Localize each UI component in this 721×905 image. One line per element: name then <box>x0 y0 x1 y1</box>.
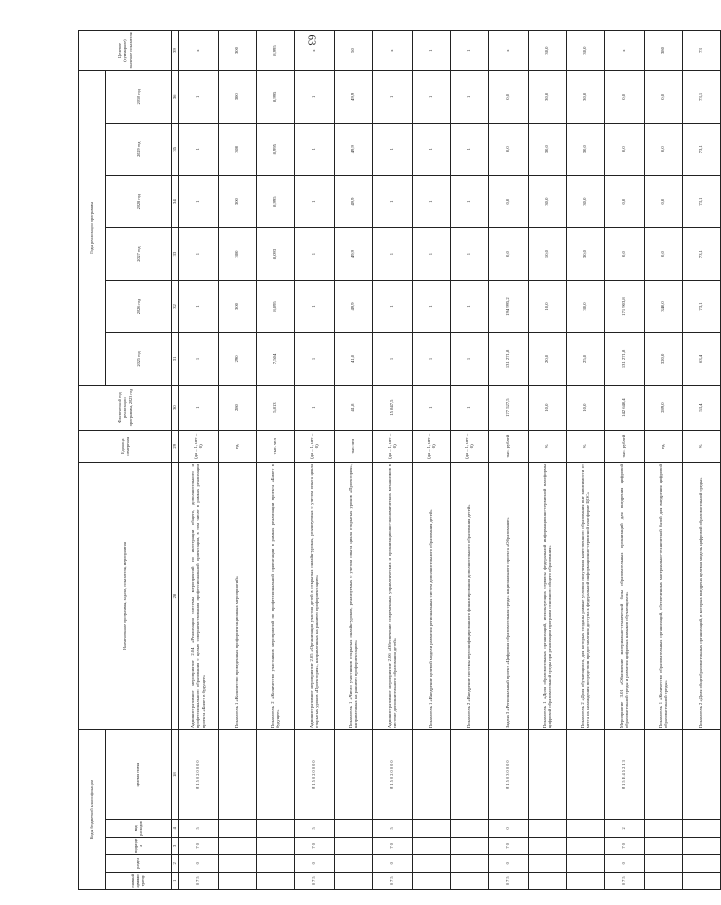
cell-year-2025: 1 <box>450 333 488 385</box>
cell-year-2028: 1 <box>372 175 412 227</box>
cell-subsection: 7 0 <box>604 837 644 854</box>
cell-section <box>412 855 450 872</box>
cell-year-2026: 1 <box>372 280 412 332</box>
cell-unit: тыс. рублей <box>604 430 644 462</box>
column-number-row: 1 2 3 4 18 28 29 30 31 32 33 34 35 36 39 <box>172 31 179 890</box>
cell-year-2030: 1 <box>178 71 218 123</box>
year-2027-header: 2027 год <box>106 228 172 280</box>
cell-year-2028: 0,0 <box>604 175 644 227</box>
cell-unit: тыс.чел <box>334 430 372 462</box>
cell-target-article: 8 1 5 Е 4 5 2 1 3 <box>604 730 644 820</box>
cell-year-2030: 1 <box>372 71 412 123</box>
cell-description: Показатель 2 «Доля общеобразовательных организаций, в которых внедрена целевая модель цифровой образовательной среды» <box>682 463 720 730</box>
cell-year-2026: 10,0 <box>528 280 566 332</box>
cell-target-article <box>566 730 604 820</box>
cell-subsection <box>528 837 566 854</box>
cell-section: 0 <box>294 855 334 872</box>
program-table <box>78 30 721 890</box>
target-article-header: целевая статья <box>106 730 172 820</box>
cell-target-article <box>644 730 682 820</box>
cell-year-2027: 1 <box>294 228 334 280</box>
cell-year-2029: 1 <box>412 123 450 175</box>
cell-description: Административное мероприятие 2.05 «Организация участия детей в открытых онлайн-уроках, реализуемых с учетом опыта цикла открытых уроков «Проектория», направленных на раннюю профориентацию» <box>294 463 334 730</box>
cell-description: Показатель 1 «Количество образовательных организаций, обеспеченных материально-технической базой для внедрения цифровой образовательной среды» <box>644 463 682 730</box>
cell-section <box>566 855 604 872</box>
cell-section: 0 <box>604 855 644 872</box>
cell-base: 1 <box>450 385 488 430</box>
cell-year-2025: 25,0 <box>566 333 604 385</box>
base-header: Фактический год реализации программы, 2023 год <box>79 385 172 430</box>
final-header: Целевое (суммарное) значение показателя <box>79 31 172 71</box>
cell-year-2028: 0,0 <box>488 175 528 227</box>
cell-final: х <box>294 31 334 71</box>
year-2026-header: 2026 год <box>106 280 172 332</box>
cell-base: 53,4 <box>682 385 720 430</box>
cell-final: 30,0 <box>566 31 604 71</box>
table-row <box>488 31 528 890</box>
cell-year-2027: 300 <box>218 228 256 280</box>
cell-year-2027: 10,0 <box>528 228 566 280</box>
cell-base: 280 <box>218 385 256 430</box>
cell-unit: % <box>566 430 604 462</box>
cell-final: 300 <box>218 31 256 71</box>
cell-year-2026: 1 <box>178 280 218 332</box>
cell-base: 289,0 <box>644 385 682 430</box>
cell-subsection: 7 0 <box>372 837 412 854</box>
cell-year-2030: 1 <box>294 71 334 123</box>
cell-final: 50 <box>334 31 372 71</box>
cell-base: 5,813 <box>256 385 294 430</box>
table-row <box>682 31 720 890</box>
cell-year-2029: 1 <box>372 123 412 175</box>
year-2028-header: 2028 год <box>106 175 172 227</box>
cell-year-2029: 300 <box>218 123 256 175</box>
cell-year-2027: 30,0 <box>566 228 604 280</box>
cell-base: 10,0 <box>566 385 604 430</box>
cell-section: 0 <box>372 855 412 872</box>
page-number: 63 <box>305 34 318 46</box>
cell-target-article <box>334 730 372 820</box>
cell-year-2028: 1 <box>450 175 488 227</box>
cell-year-2029: 30,0 <box>566 123 604 175</box>
cell-section <box>256 855 294 872</box>
cell-year-2026: 8,095 <box>256 280 294 332</box>
table-row <box>256 31 294 890</box>
cell-year-2030: 0,0 <box>644 71 682 123</box>
cell-subsection <box>566 837 604 854</box>
cell-year-2027: 1 <box>450 228 488 280</box>
cell-expense <box>682 820 720 837</box>
cell-year-2028: 300 <box>218 175 256 227</box>
cell-section <box>528 855 566 872</box>
cell-year-2026: 49,9 <box>334 280 372 332</box>
rotated-table-page <box>78 30 704 890</box>
cell-year-2025: 320,0 <box>644 333 682 385</box>
cell-unit: (да – 1, нет – 0) <box>372 430 412 462</box>
cell-year-2028: 73,1 <box>682 175 720 227</box>
year-2025-header: 2025 год <box>106 333 172 385</box>
cell-year-2029: 1 <box>450 123 488 175</box>
cell-year-2029: 49,9 <box>334 123 372 175</box>
table-row <box>372 31 412 890</box>
budget-code-header: Коды бюджетной классификации <box>79 730 106 890</box>
cell-subsection: 7 0 <box>488 837 528 854</box>
cell-target-article <box>528 730 566 820</box>
cell-description: Показатель 2 «Количество участников мероприятий по профессиональной ориентации в рамках реализации проекта «Билет в будущее» <box>256 463 294 730</box>
cell-year-2027: 1 <box>178 228 218 280</box>
cell-year-2027: 8,093 <box>256 228 294 280</box>
cell-year-2025: 63,4 <box>682 333 720 385</box>
cell-year-2026: 340,0 <box>644 280 682 332</box>
cell-base: 1 <box>294 385 334 430</box>
cell-description: Показатель 1 «Количество проведенных профориентационных мероприятий» <box>218 463 256 730</box>
cell-year-2029: 0,0 <box>488 123 528 175</box>
cell-target-article: 8 1 5 0 2 0 0 0 0 <box>178 730 218 820</box>
cell-admin <box>682 872 720 889</box>
cell-year-2029: 1 <box>294 123 334 175</box>
cell-year-2027: 73,1 <box>682 228 720 280</box>
cell-base: 41,8 <box>334 385 372 430</box>
cell-year-2030: 73,1 <box>682 71 720 123</box>
cell-year-2025: 20,0 <box>528 333 566 385</box>
cell-subsection <box>256 837 294 854</box>
cell-final: 8,995 <box>256 31 294 71</box>
cell-admin <box>566 872 604 889</box>
table-row <box>450 31 488 890</box>
cell-admin <box>450 872 488 889</box>
cell-year-2030: 0,0 <box>604 71 644 123</box>
year-2030-header: 2030 год <box>106 71 172 123</box>
cell-unit: (да – 1, нет – 0) <box>294 430 334 462</box>
cell-expense <box>256 820 294 837</box>
cell-year-2030: 1 <box>412 71 450 123</box>
cell-year-2028: 49,9 <box>334 175 372 227</box>
cell-year-2029: 1 <box>178 123 218 175</box>
cell-year-2028: 30,0 <box>528 175 566 227</box>
cell-subsection: 7 0 <box>178 837 218 854</box>
cell-subsection <box>450 837 488 854</box>
cell-subsection <box>682 837 720 854</box>
cell-unit: тыс. рублей <box>488 430 528 462</box>
cell-year-2025: 131 271,8 <box>488 333 528 385</box>
cell-target-article: 8 1 5 0 2 0 0 0 0 <box>372 730 412 820</box>
cell-target-article <box>218 730 256 820</box>
cell-base: 1 <box>412 385 450 430</box>
cell-unit: (да – 1, нет – 0) <box>450 430 488 462</box>
cell-final: 1 <box>450 31 488 71</box>
cell-unit: ед. <box>218 430 256 462</box>
cell-year-2030: 30,0 <box>528 71 566 123</box>
cell-year-2025: 131 271,8 <box>604 333 644 385</box>
table-row <box>604 31 644 890</box>
cell-subsection <box>334 837 372 854</box>
cell-year-2030: 30,0 <box>566 71 604 123</box>
cell-year-2025: 1 <box>412 333 450 385</box>
cell-year-2025: 1 <box>294 333 334 385</box>
cell-admin: 0 7 5 <box>294 872 334 889</box>
cell-target-article <box>256 730 294 820</box>
cell-admin <box>644 872 682 889</box>
cell-year-2027: 0,0 <box>488 228 528 280</box>
cell-year-2026: 73,1 <box>682 280 720 332</box>
table-row <box>566 31 604 890</box>
table-row <box>334 31 372 890</box>
cell-section <box>450 855 488 872</box>
cell-expense <box>566 820 604 837</box>
cell-description: Показатель 2 «Внедрение системы персонифицированного финансирования дополнительного образования детей» <box>450 463 488 730</box>
cell-target-article <box>412 730 450 820</box>
cell-year-2025: 41,0 <box>334 333 372 385</box>
cell-year-2030: 49,9 <box>334 71 372 123</box>
cell-target-article: 8 1 5 0 3 0 0 0 0 <box>488 730 528 820</box>
table-row <box>644 31 682 890</box>
cell-subsection <box>412 837 450 854</box>
cell-year-2026: 1 <box>294 280 334 332</box>
descr-header: Наименование программы, задачи, показателя, мероприятия <box>79 463 172 730</box>
cell-base: 15 847,5 <box>372 385 412 430</box>
cell-year-2027: 49,9 <box>334 228 372 280</box>
cell-expense: 0 <box>488 820 528 837</box>
cell-year-2026: 194 995,2 <box>488 280 528 332</box>
cell-subsection <box>644 837 682 854</box>
cell-section: 0 <box>488 855 528 872</box>
subsection-header: подраздел <box>106 837 172 854</box>
cell-final: 30,0 <box>528 31 566 71</box>
cell-final: х <box>604 31 644 71</box>
cell-year-2028: 0,0 <box>644 175 682 227</box>
cell-expense <box>644 820 682 837</box>
cell-base: 1 <box>178 385 218 430</box>
cell-description: Показатель 2 «Доля обучающихся, для которых созданы равные условия получения качественного образования вне зависимости от места их нахождения посредством предоставления доступа к федеральной информационно-сервисной платформе ЦОС» <box>566 463 604 730</box>
cell-expense <box>218 820 256 837</box>
cell-expense <box>450 820 488 837</box>
cell-expense <box>334 820 372 837</box>
cell-year-2028: 30,0 <box>566 175 604 227</box>
cell-section <box>644 855 682 872</box>
cell-year-2026: 300 <box>218 280 256 332</box>
cell-admin <box>528 872 566 889</box>
expense-header: вид расходов <box>106 820 172 837</box>
cell-year-2030: 0,0 <box>488 71 528 123</box>
cell-unit: (да – 1, нет – 0) <box>178 430 218 462</box>
cell-target-article <box>450 730 488 820</box>
cell-admin: 0 7 5 <box>372 872 412 889</box>
cell-year-2028: 1 <box>294 175 334 227</box>
cell-final: 73 <box>682 31 720 71</box>
cell-section <box>682 855 720 872</box>
table-row <box>218 31 256 890</box>
cell-final: х <box>178 31 218 71</box>
cell-expense: 5 <box>372 820 412 837</box>
cell-subsection: 7 0 <box>294 837 334 854</box>
cell-base: 142 640,4 <box>604 385 644 430</box>
cell-final: х <box>372 31 412 71</box>
cell-expense <box>528 820 566 837</box>
cell-year-2028: 1 <box>412 175 450 227</box>
cell-year-2026: 30,0 <box>566 280 604 332</box>
cell-section <box>218 855 256 872</box>
table-row <box>528 31 566 890</box>
cell-admin: 0 7 5 <box>488 872 528 889</box>
cell-unit: тыс. чел <box>256 430 294 462</box>
cell-year-2028: 8,995 <box>256 175 294 227</box>
cell-expense: 5 <box>294 820 334 837</box>
cell-description: Административное мероприятие 2.06 «Обеспечение современных управленческих и организационно-экономических механизмов в системе дополнительного образования детей» <box>372 463 412 730</box>
section-header: раздел <box>106 855 172 872</box>
table-row <box>412 31 450 890</box>
cell-admin: 0 7 5 <box>604 872 644 889</box>
cell-unit: ед. <box>644 430 682 462</box>
cell-description: Показатель 1 «Доля образовательных организаций, использующих сервисы федеральной информационно-сервисной платформы цифровой образовательной среды при реализации программ основного общего образования» <box>528 463 566 730</box>
cell-unit: % <box>682 430 720 462</box>
cell-year-2026: 1 <box>412 280 450 332</box>
cell-year-2030: 8,995 <box>256 71 294 123</box>
cell-year-2025: 1 <box>178 333 218 385</box>
cell-year-2027: 0,0 <box>644 228 682 280</box>
cell-unit: % <box>528 430 566 462</box>
cell-year-2028: 1 <box>178 175 218 227</box>
cell-year-2026: 171 903,8 <box>604 280 644 332</box>
cell-expense: 2 <box>604 820 644 837</box>
cell-year-2027: 1 <box>412 228 450 280</box>
cell-description: Административное мероприятие 2.04 «Реализация системы мероприятий по интеграции общего, дополнительного и профессионального образования с целью совершенствования профессиональной ориентации, в том числе в рамках реализации проекта «Билет в будущее» <box>178 463 218 730</box>
cell-description: Мероприятие 3.01 «Обновление материально-технической базы образовательных организаций для внедрения цифровой образовательной среды и развития цифровых навыков обучающихся» <box>604 463 644 730</box>
cell-target-article: 8 1 5 0 2 0 0 0 0 <box>294 730 334 820</box>
cell-unit: (да – 1, нет – 0) <box>412 430 450 462</box>
cell-year-2029: 30,0 <box>528 123 566 175</box>
cell-admin <box>412 872 450 889</box>
years-header: Годы реализации программы <box>79 71 106 386</box>
cell-base: 10,0 <box>528 385 566 430</box>
cell-section: 0 <box>178 855 218 872</box>
cell-year-2030: 1 <box>450 71 488 123</box>
cell-expense: 5 <box>178 820 218 837</box>
cell-final: 380 <box>644 31 682 71</box>
cell-admin <box>334 872 372 889</box>
cell-base: 177 527,5 <box>488 385 528 430</box>
cell-admin <box>256 872 294 889</box>
admin-header: главный администратор <box>106 872 172 889</box>
cell-description: Показатель 1 «Внедрение целевой модели развития региональных систем дополнительного образования детей» <box>412 463 450 730</box>
cell-expense <box>412 820 450 837</box>
cell-year-2025: 7,504 <box>256 333 294 385</box>
cell-year-2029: 73,1 <box>682 123 720 175</box>
cell-subsection <box>218 837 256 854</box>
cell-admin <box>218 872 256 889</box>
cell-admin: 0 7 5 <box>178 872 218 889</box>
cell-year-2029: 0,0 <box>604 123 644 175</box>
cell-year-2029: 8,995 <box>256 123 294 175</box>
cell-target-article <box>682 730 720 820</box>
cell-year-2027: 0,0 <box>604 228 644 280</box>
cell-year-2025: 1 <box>372 333 412 385</box>
cell-year-2026: 1 <box>450 280 488 332</box>
cell-final: 1 <box>412 31 450 71</box>
cell-year-2025: 290 <box>218 333 256 385</box>
unit-header: Единица измерения <box>79 430 172 462</box>
table-row <box>178 31 218 890</box>
cell-description: Задача 3 «Региональный проект «Цифровая образовательная среда» национального проекта «Образование» <box>488 463 528 730</box>
cell-year-2030: 300 <box>218 71 256 123</box>
year-2029-header: 2029 год <box>106 123 172 175</box>
cell-year-2029: 0,0 <box>644 123 682 175</box>
cell-final: х <box>488 31 528 71</box>
table-row <box>294 31 334 890</box>
cell-description: Показатель 1 «Число участников открытых онлайн-уроков, реализуемых с учетом опыта цикла открытых уроков «Проектория», направленных на раннюю профориентацию» <box>334 463 372 730</box>
cell-year-2027: 1 <box>372 228 412 280</box>
cell-section <box>334 855 372 872</box>
